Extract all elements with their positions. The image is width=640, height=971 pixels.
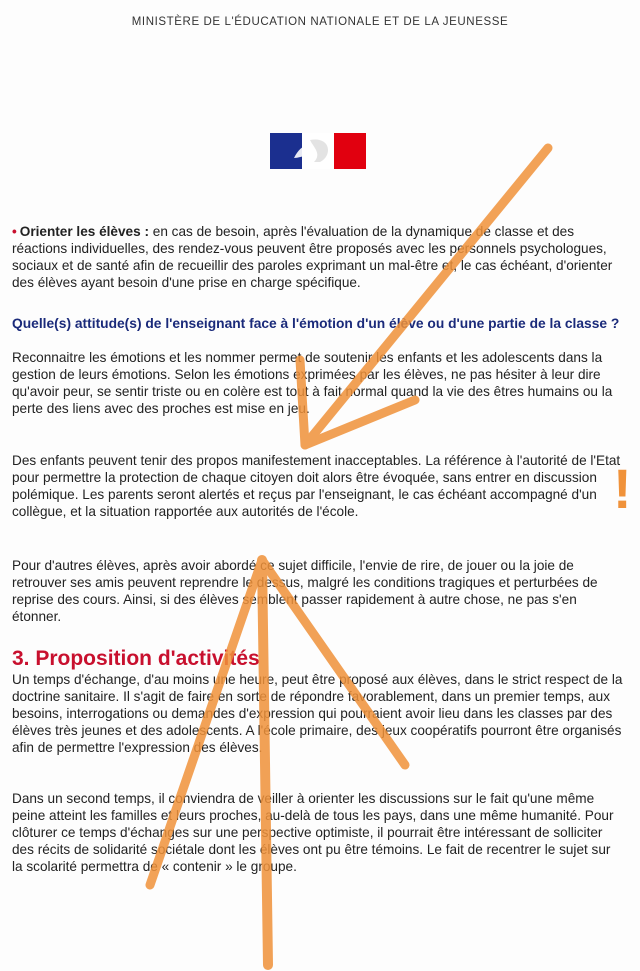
bullet-label: Orienter les élèves : [19,224,149,239]
marianne-logo-icon [270,133,366,169]
paragraph-3: Pour d'autres élèves, après avoir abordé ce sujet difficile, l'envie de rire, de jouer ou la joie de retrouver ses amis peuvent reprendre le dessus, malgré les conditions tragiques et perturbées de reprise des cours. Ainsi, si des élèves semblent passer rapidement à autre chose, ne pas s'en étonner. [12,558,598,624]
exclamation-mark: ! [613,457,632,520]
bullet-text: en cas de besoin, après l'évaluation de la dynamique de classe et des réactions individuelles, des rendez-vous peuvent être proposés avec les personnels psychologues, sociaux et de santé afin de recueillir des paroles exprimant un mal-être et, le cas échéant, d'orienter des élèves ayant besoin d'une prise en charge spécifique. [12,224,613,290]
bullet-orienter-eleves: • Orienter les élèves : en cas de besoin, après l'évaluation de la dynamique de classe et des réactions individuelles, des rendez-vous peuvent être proposés avec les personnels psychologues, sociaux et de santé afin de recueillir des paroles exprimant un mal-être et, le cas échéant, d'orienter des élèves ayant besoin d'une prise en charge spécifique. [12,224,613,290]
paragraph-2: Des enfants peuvent tenir des propos manifestement inacceptables. La référence à l'autorité de l'Etat pour permettre la protection de chaque citoyen doit alors être évoquée, sans entrer en discussion polémique. Les parents seront alertés et reçus par l'enseignant, le cas échéant accompagné d'un collègue, et la situation rapportée aux autorités de l'école. [12,453,621,519]
paragraph-4: Un temps d'échange, d'au moins une heure, peut être proposé aux élèves, dans le strict respect de la doctrine sanitaire. Il s'agit de faire en sorte de répondre favorablement, dans un premier temps, aux besoins, interrogations ou demandes d'expression qui pourraient avoir lieu dans les classes par des élèves très jeunes et des adolescents. A l'école primaire, des jeux coopératifs pourront être organisés afin de permettre l'expression des élèves. [12,672,623,755]
ministry-header: MINISTÈRE DE L'ÉDUCATION NATIONALE ET DE LA JEUNESSE [131,16,509,28]
paragraph-5: Dans un second temps, il conviendra de veiller à orienter les discussions sur le fait qu'une même peine atteint les familles et leurs proches, au-delà de tous les pays, dans une même humanité. Pour clôturer ce temps d'échanges sur une perspective optimiste, il pourrait être intéressant de solliciter des récits de solidarité sociétale dont les élèves ont pu être témoins. Le fait de recentrer le sujet sur la scolarité permettra de « contenir » le groupe. [12,791,614,874]
section-heading: 3. Proposition d'activités [12,647,260,670]
section-question: Quelle(s) attitude(s) de l'enseignant face à l'émotion d'un élève ou d'une partie de la classe ? [12,316,620,331]
paragraph-1: Reconnaitre les émotions et les nommer permet de soutenir les enfants et les adolescents dans la gestion de leurs émotions. Selon les émotions exprimées par les élèves, ne pas hésiter à leur dire qu'avoir peur, se sentir triste ou en colère est tout à fait normal quand la vie des êtres humains ou la perte des liens avec des proches est mise en jeu. [12,350,613,416]
